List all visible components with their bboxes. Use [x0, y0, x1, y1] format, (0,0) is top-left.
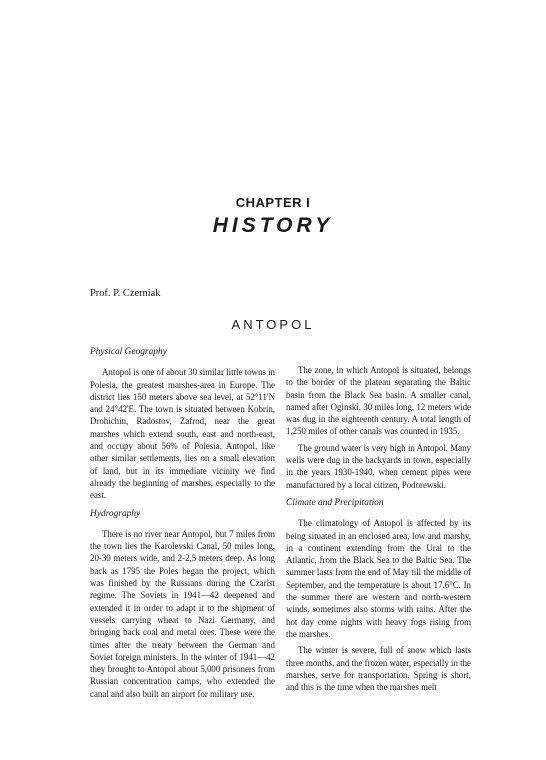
author-name: Prof. P. Czerniak	[90, 288, 161, 299]
paragraph-physical-geography: Antopol is one of about 30 similar little towns in Polesia, the greatest marshes-area in Europe. The district lies 150 meters above sea level, at 52°11'N and 24°42'E. The town is situated between Kobrin, Drohichin, Radostov, Zafrod, near the great marshes which extend south, east and north-east, and occupy about 56% of Polesia. Antopol, like other similar settlements, lies on a small elevation of land, but in its immediate vicinity we find already the beginning of marshes, especially to the east.	[90, 367, 275, 501]
section-title: ANTOPOL	[231, 317, 315, 332]
chapter-title: HISTORY	[212, 214, 334, 237]
paragraph-winter: The winter is severe, full of snow which lasts three months, and the frozen water, especially in the marshes, serve for transportation. Spring is short, and this is the time when the marshes melt	[286, 645, 471, 693]
heading-climate: Climate and Precipitation	[286, 497, 384, 508]
chapter-number: CHAPTER I	[235, 195, 311, 210]
left-column	[90, 346, 275, 704]
paragraph-hydrography: There is no river near Antopol, but 7 miles from the town lies the Karolevski Canal, 50 miles long, 20-30 meters wide, and 2-2,5 meters deep. As long back as 1795 the Poles began the project, which was finished by the Russians during the Czarist regime. The Soviets in 1941—42 deepened and extended it in order to adapt it to the shipment of vessels carrying wheat to Nazi Germany, and bringing back coal and metal ores. These were the times after the treaty between the German and Soviet foreign ministers. In the winter of 1941—42 they brought to Antopol about 5,000 prisoners from Russian concentration camps, who extended the canal and also built an airport for military use.	[90, 528, 275, 699]
paragraph-climate: The climatology of Antopol is affected by its being situated in an enclosed area, low and marshy, in a continent extending from the Ural to the Atlantic, from the Black Sea to the Baltic Sea. The summer lasts from the end of May till the middle of September, and the temperature is about 17.6°C. In the summer there are western and north-western winds, sometimes also storms with rains. After the hot day come nights with heavy fogs rising from the marshes.	[286, 518, 471, 639]
paragraph-ground-water: The ground water is very high in Antopol. Many wells were dug in the backyards in town, especially in the years 1930-1940, when cement pipes were manufactured by a local citizen, Podorewski.	[286, 442, 471, 490]
heading-hydrography: Hydrography	[90, 508, 141, 519]
paragraph-plateau: The zone, in which Antopol is situated, belongs to the border of the plateau separating the Baltic basin from the Black Sea basin. A smaller canal, named after Oginski, 30 miles long, 12 meters wide was dug in the eighteenth century. A total length of 1,250 miles of other canals was counted in 1935.	[286, 365, 471, 437]
heading-physical-geography: Physical Geography	[90, 347, 167, 357]
right-column	[286, 364, 471, 697]
